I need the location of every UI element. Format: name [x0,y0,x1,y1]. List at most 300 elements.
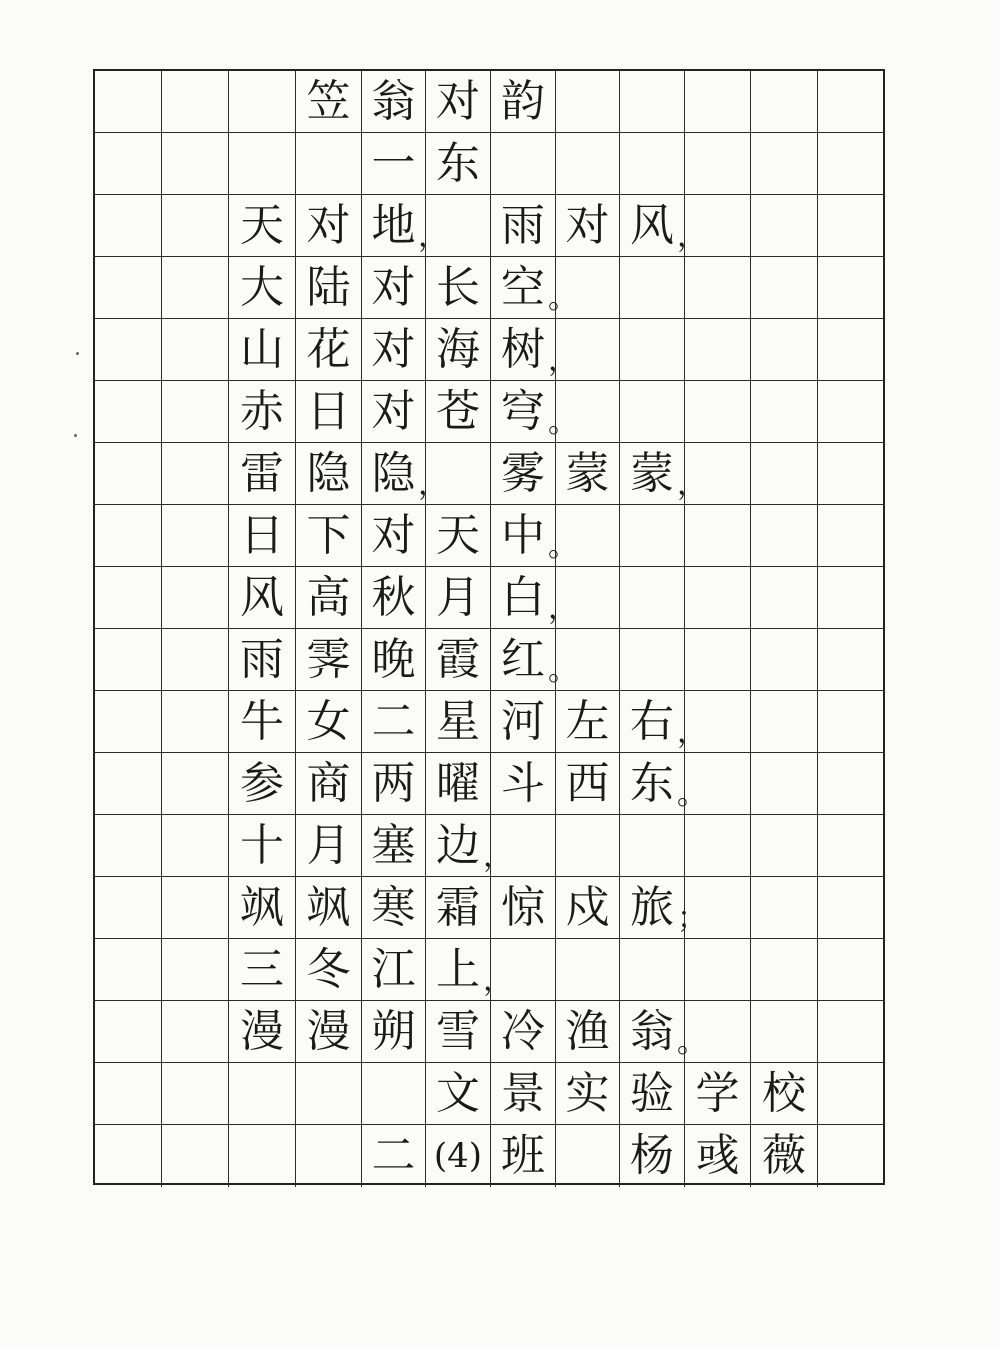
grid-cell [229,691,296,753]
grid-cell [162,877,229,939]
handwritten-character [296,133,361,194]
handwritten-character [620,939,684,1000]
grid-row [95,1063,883,1125]
grid-cell [491,195,556,257]
handwritten-character: 文 [436,1067,480,1119]
grid-cell [620,195,685,257]
handwritten-character [556,1125,619,1187]
handwritten-character [95,939,161,1000]
grid-cell [426,257,491,319]
handwritten-character [95,753,161,814]
handwritten-character: 冬 [306,943,351,995]
grid-row [95,1125,883,1187]
handwritten-character [620,629,684,690]
handwritten-character: 霁 [306,633,351,685]
grid-cell [426,1063,491,1125]
handwritten-character: 对 [371,509,416,561]
punctuation-mark: ， [677,467,707,502]
grid-cell [95,319,162,381]
handwritten-character [818,567,883,628]
grid-cell [685,257,751,319]
grid-cell [229,753,296,815]
grid-cell [95,877,162,939]
handwritten-character [818,691,883,752]
handwritten-character: 东 [436,137,480,189]
grid-cell [426,71,491,133]
writing-grid-sheet [93,69,885,1185]
handwritten-character [620,381,684,442]
handwritten-character [620,319,684,380]
grid-cell [296,567,362,629]
handwritten-character [95,505,161,566]
handwritten-character: 翁 [371,75,416,127]
grid-cell [548,319,620,381]
handwritten-character: 江 [371,943,416,995]
grid-cell [677,443,751,505]
grid-cell [229,71,296,133]
handwritten-character [751,815,817,876]
grid-cell [95,1125,162,1187]
handwritten-character: 月 [306,819,351,871]
grid-cell [556,691,620,753]
grid-cell [685,133,751,195]
grid-cell [426,133,491,195]
handwritten-character: 飒 [306,881,351,933]
handwritten-character [229,71,295,132]
grid-cell [751,815,818,877]
handwritten-character: 地 [371,199,416,251]
handwritten-character [818,505,883,566]
handwritten-character: 海 [436,323,480,375]
handwritten-character: 对 [371,323,416,375]
grid-cell [620,877,685,939]
handwritten-character [685,939,750,1000]
handwritten-character: 对 [371,385,416,437]
handwritten-character [95,567,161,628]
grid-cell [818,195,883,257]
handwritten-character: 笠 [306,75,351,127]
grid-cell [296,1125,362,1187]
grid-cell [362,195,426,257]
punctuation-mark: 。 [677,1025,707,1060]
handwritten-character: 两 [371,757,416,809]
handwritten-character [620,257,684,318]
handwritten-character [162,567,228,628]
grid-cell [620,71,685,133]
grid-cell [229,1125,296,1187]
grid-cell [95,691,162,753]
handwritten-character: 校 [762,1067,806,1119]
handwritten-character [751,877,817,938]
punctuation-mark: ， [677,715,707,750]
grid-row [95,505,883,567]
grid-cell [229,443,296,505]
handwritten-character [162,939,228,1000]
handwritten-character: 中 [501,509,545,561]
handwritten-character [162,753,228,814]
handwritten-character: 天 [436,509,480,561]
grid-cell [483,815,556,877]
handwritten-character: 冷 [501,1005,545,1057]
grid-cell [162,939,229,1001]
grid-cell [229,567,296,629]
grid-cell [296,691,362,753]
grid-cell [751,567,818,629]
handwritten-character: 天 [240,199,284,251]
handwritten-character [685,319,750,380]
handwritten-character [162,691,228,752]
grid-cell [556,133,620,195]
handwritten-character: 秋 [371,571,416,623]
grid-row [95,567,883,629]
grid-cell [229,257,296,319]
handwritten-character [296,1063,361,1124]
handwritten-character [95,1125,161,1187]
grid-cell [751,753,818,815]
grid-cell [229,629,296,691]
grid-cell [685,815,751,877]
punctuation-mark: ； [677,901,707,936]
grid-cell [162,195,229,257]
grid-cell [491,1001,556,1063]
grid-cell [162,443,229,505]
handwritten-character [818,629,883,690]
grid-cell [362,443,426,505]
grid-cell [229,381,296,443]
grid-cell [362,133,426,195]
handwritten-character: 苍 [436,385,480,437]
handwritten-character [685,567,750,628]
handwritten-character [95,691,161,752]
handwritten-character: 长 [436,261,480,313]
grid-cell [751,195,818,257]
grid-cell [95,753,162,815]
grid-cell [362,691,426,753]
handwritten-character [818,71,883,132]
grid-cell [296,505,362,567]
punctuation-mark: ， [418,219,448,254]
grid-cell [162,567,229,629]
grid-cell [491,443,556,505]
handwritten-character: 日 [240,509,284,561]
grid-cell [426,691,491,753]
handwritten-character [296,1125,361,1187]
grid-cell [95,815,162,877]
grid-cell [751,629,818,691]
grid-cell [296,195,362,257]
handwritten-character [620,505,684,566]
grid-cell [362,1063,426,1125]
grid-cell [362,753,426,815]
handwritten-character [162,71,228,132]
handwritten-character: 空 [501,261,545,313]
grid-cell [95,443,162,505]
grid-cell [818,1001,883,1063]
handwritten-character: 高 [306,571,351,623]
grid-cell [426,567,491,629]
punctuation-mark: 。 [548,653,578,688]
grid-cell [426,629,491,691]
punctuation-mark: 。 [548,529,578,564]
grid-cell [751,1001,818,1063]
handwritten-character: 月 [436,571,480,623]
grid-cell [296,939,362,1001]
grid-row [95,939,883,1001]
grid-row [95,195,883,257]
grid-cell [556,195,620,257]
grid-cell [685,381,751,443]
grid-cell [491,1063,556,1125]
grid-cell [491,629,556,691]
handwritten-character: 一 [371,137,416,189]
handwritten-character [95,1001,161,1062]
grid-cell [685,1125,751,1187]
punctuation-mark: 。 [548,281,578,316]
handwritten-character [95,877,161,938]
handwritten-character: 斗 [501,757,545,809]
handwritten-character: 白 [501,571,545,623]
grid-cell [296,319,362,381]
handwritten-character [620,133,684,194]
grid-cell [229,1001,296,1063]
handwritten-character [685,505,750,566]
handwritten-character [818,381,883,442]
grid-cell [556,1063,620,1125]
handwritten-character [162,1125,228,1187]
grid-cell [362,71,426,133]
handwritten-character [685,381,750,442]
handwritten-character [95,443,161,504]
handwritten-character: 验 [630,1067,674,1119]
grid-row [95,815,883,877]
grid-cell [620,257,685,319]
punctuation-mark: 。 [677,777,707,812]
grid-cell [677,195,751,257]
handwritten-character: 上 [436,943,480,995]
handwritten-character [95,629,161,690]
grid-cell [751,939,818,1001]
grid-cell [296,877,362,939]
handwritten-character [162,381,228,442]
grid-cell [426,877,491,939]
grid-cell [296,443,362,505]
handwritten-character: 对 [306,199,351,251]
handwritten-character [162,133,228,194]
handwritten-character: 杨 [630,1130,674,1181]
handwritten-character: 西 [565,757,610,809]
handwritten-character: 雨 [240,633,284,685]
grid-cell [362,381,426,443]
grid-cell [685,629,751,691]
paper-speck [74,434,77,437]
grid-cell [426,815,491,877]
handwritten-character: 雪 [436,1005,480,1057]
grid-cell [751,257,818,319]
grid-cell [162,381,229,443]
grid-cell [229,133,296,195]
handwritten-character [818,753,883,814]
grid-cell [162,133,229,195]
handwritten-character: 边 [436,819,480,871]
grid-cell [95,133,162,195]
grid-cell [95,1063,162,1125]
grid-cell [362,939,426,1001]
handwritten-character: 对 [565,199,610,251]
grid-cell [229,939,296,1001]
handwritten-character [162,195,228,256]
grid-cell [751,505,818,567]
grid-cell [556,753,620,815]
handwritten-character [95,133,161,194]
grid-cell [296,753,362,815]
handwritten-character [818,1001,883,1062]
grid-cell [362,319,426,381]
handwritten-character: 牛 [240,695,284,747]
handwritten-character: 东 [630,757,674,809]
handwritten-character [162,257,228,318]
grid-cell [818,567,883,629]
handwritten-character: 曜 [436,757,480,809]
grid-cell [818,505,883,567]
grid-cell [620,1125,685,1187]
grid-cell [685,505,751,567]
handwritten-character [162,877,228,938]
handwritten-character [95,257,161,318]
grid-cell [362,629,426,691]
grid-cell [229,505,296,567]
handwritten-character: 雨 [501,199,545,251]
grid-cell [362,815,426,877]
grid-cell [620,1063,685,1125]
grid-cell [95,1001,162,1063]
paper-speck [76,352,79,355]
grid-cell [95,257,162,319]
handwritten-character: 霞 [436,633,480,685]
grid-cell [818,71,883,133]
grid-cell [229,319,296,381]
handwritten-character [556,939,619,1000]
grid-cell [162,1063,229,1125]
grid-cell [426,1001,491,1063]
grid-cell [620,381,685,443]
handwritten-character: 朔 [371,1005,416,1057]
grid-cell [162,71,229,133]
handwritten-character [620,567,684,628]
grid-cell [426,505,491,567]
grid-cell [751,71,818,133]
handwritten-character [95,71,161,132]
handwritten-character: 寒 [371,881,416,933]
grid-row [95,443,883,505]
grid-cell [685,1063,751,1125]
grid-cell [685,319,751,381]
punctuation-mark: ， [483,839,513,874]
grid-cell [426,753,491,815]
handwritten-character: 翁 [630,1005,674,1057]
handwritten-character [751,505,817,566]
handwritten-character [95,815,161,876]
handwritten-character: 右 [630,695,674,747]
handwritten-character: 蒙 [630,447,674,499]
grid-cell [491,505,556,567]
grid-cell [548,505,620,567]
grid-cell [818,133,883,195]
handwritten-character [556,71,619,132]
grid-cell [751,381,818,443]
handwritten-character [95,1063,161,1124]
handwritten-character: 渔 [565,1005,610,1057]
grid-cell [620,319,685,381]
grid-cell [362,257,426,319]
handwritten-character: 雾 [501,447,545,499]
punctuation-mark: ， [418,467,448,502]
handwritten-character: 左 [565,695,610,747]
handwritten-character [556,133,619,194]
grid-cell [426,939,491,1001]
handwritten-character [685,257,750,318]
handwritten-character: 商 [306,757,351,809]
punctuation-mark: ， [483,963,513,998]
handwritten-character [751,71,817,132]
handwritten-character [751,319,817,380]
grid-row [95,691,883,753]
grid-cell [548,629,620,691]
handwritten-character: 蒙 [565,447,610,499]
handwritten-character: 十 [240,819,284,871]
handwritten-character: 飒 [240,881,284,933]
grid-cell [491,1125,556,1187]
grid-cell [818,815,883,877]
grid-cell [677,1001,751,1063]
handwritten-character: 旅 [630,881,674,933]
grid-row [95,753,883,815]
grid-cell [95,939,162,1001]
grid-cell [296,815,362,877]
handwritten-character: 戍 [565,881,610,933]
handwritten-character [818,443,883,504]
grid-cell [818,381,883,443]
grid-cell [751,133,818,195]
grid-cell [491,319,556,381]
grid-cell [296,133,362,195]
grid-cell [491,691,556,753]
handwritten-character [685,71,750,132]
grid-cell [162,629,229,691]
grid-cell [491,133,556,195]
grid-cell [818,1125,883,1187]
grid-cell [685,567,751,629]
grid-cell [818,939,883,1001]
grid-cell [418,195,491,257]
handwritten-character: 风 [240,571,284,623]
handwritten-character [751,939,817,1000]
grid-cell [751,691,818,753]
handwritten-character: 风 [630,199,674,251]
grid-cell [362,877,426,939]
handwritten-character [685,629,750,690]
handwritten-character [620,815,684,876]
handwritten-character [162,443,228,504]
handwritten-character: 下 [306,509,351,561]
grid-cell [556,815,620,877]
handwritten-character [229,133,295,194]
handwritten-character: (4) [433,1136,483,1176]
grid-cell [491,753,556,815]
handwritten-character: 陆 [306,261,351,313]
grid-cell [677,753,751,815]
handwritten-character: 韵 [501,75,545,127]
handwritten-character: 女 [306,695,351,747]
